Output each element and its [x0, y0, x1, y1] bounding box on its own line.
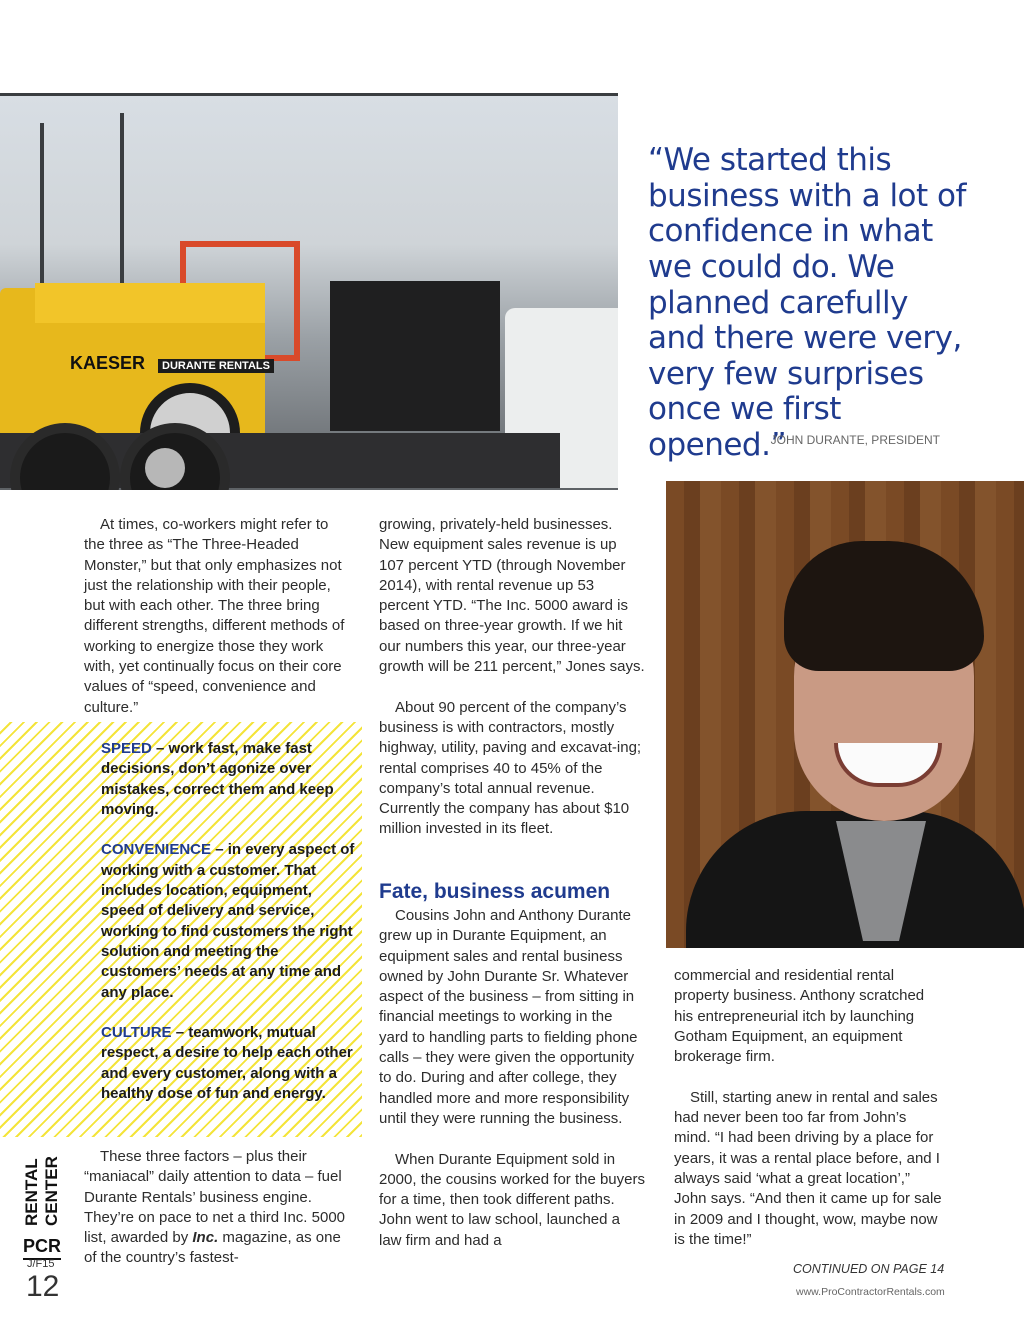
paragraph: commercial and residential rental property business. Anthony scratched his entrepreneurial itch by launching Gotham Equipment, an equipment brokerage firm.: [674, 967, 925, 1066]
paragraph: About 90 percent of the company’s business is with contractors, mostly highway, utility, paving and excavat-ing; rental comprises 40 to 45% of the company’s total annual revenue. Currently the company has about $10 million invested in its fleet.: [379, 698, 642, 838]
outro-paragraph: [84, 1147, 354, 1269]
column-2-bottom: [379, 906, 645, 1271]
value-term: SPEED: [101, 740, 152, 757]
paragraph: Still, starting anew in rental and sales had never been too far from John’s mind. “I had been driving by a place for years, it was a rental place before, and I always said ‘what a great location’,” John says. “And then it came up for sale in 2009 and I thought, wow, maybe now is the time!”: [674, 1088, 942, 1248]
section-subhead: Fate, business acumen: [379, 880, 611, 903]
value-text: – in every aspect of working with a customer. That includes location, equipment, speed of delivery and service, working to find customers the right solution and meeting the customers’ needs at any time and any place.: [101, 841, 355, 1001]
paragraph: When Durante Equipment sold in 2000, the cousins worked for the buyers for a time, then took different paths. John went to law school, launched a law firm and had a: [379, 1150, 645, 1249]
magazine-name: Inc.: [192, 1229, 219, 1247]
section-label: [21, 1150, 65, 1226]
column-3: [674, 966, 944, 1270]
value-text: – work fast, make fast decisions, don’t agonize over mistakes, correct them and keep moving.: [101, 740, 334, 818]
page-number: 12: [26, 1270, 60, 1303]
section-label-line2: CENTER: [42, 1156, 61, 1226]
issue-label: J/F15: [27, 1258, 55, 1270]
outro-text: These three factors – plus their “maniacal” daily attention to data – fuel Durante Rentals’ business engine. They’re on pace to net a third Inc. 5000 list, awarded by: [84, 1148, 345, 1247]
column-1-intro: [84, 515, 352, 738]
value-text: – teamwork, mutual respect, a desire to help each other and every customer, along with a healthy dose of fun and energy.: [101, 1024, 353, 1103]
magazine-logo: PCR: [23, 1236, 61, 1260]
value-speed: [101, 739, 359, 820]
truck-logo-label: DURANTE RENTALS: [158, 359, 274, 373]
truck-photo: [0, 93, 618, 490]
value-convenience: [101, 840, 359, 1002]
paragraph: growing, privately-held businesses. New equipment sales revenue is up 107 percent YTD (through November 2014), with rental revenue up 53 percent YTD. “The Inc. 5000 award is based on three-year growth. If we hit our numbers this year, our three-year growth will be 211 percent,” Jones says.: [379, 516, 645, 676]
pull-quote: “We started this business with a lot of confidence in what we could do. We planned carefully and there were very, very few surprises once we first opened.”: [648, 142, 966, 464]
value-term: CULTURE: [101, 1024, 172, 1042]
portrait-photo: [666, 481, 1024, 948]
core-values-list: [101, 739, 359, 1125]
continued-notice: CONTINUED ON PAGE 14: [793, 1262, 945, 1276]
column-1-outro: [84, 1147, 354, 1289]
outro-text-end: magazine, as one of the country’s fastest-: [84, 1229, 341, 1267]
intro-paragraph: At times, co-workers might refer to the three as “The Three-Headed Monster,” but that only emphasizes not just the relationship with their people, but with each other. The three bring different strengths, different methods of working to energize those they work with, yet continually focus on their core values of “speed, convenience and culture.”: [84, 516, 345, 716]
compressor-brand-label: KAESER: [70, 353, 146, 373]
value-culture: [101, 1023, 359, 1104]
website-url: www.ProContractorRentals.com: [796, 1286, 945, 1298]
quote-attribution: JOHN DURANTE, PRESIDENT: [770, 433, 940, 447]
paragraph: Cousins John and Anthony Durante grew up in Durante Equipment, an equipment sales and rental business owned by John Durante Sr. Whatever aspect of the business – from sitting in financial meetings to working in the yard to handling parts to fielding phone calls – they were given the opportunity to do. During and after college, they handled more and more responsibility until they were running the business.: [379, 907, 638, 1127]
section-label-line1: RENTAL: [22, 1158, 41, 1226]
column-2-top: [379, 515, 645, 860]
value-term: CONVENIENCE: [101, 841, 212, 859]
